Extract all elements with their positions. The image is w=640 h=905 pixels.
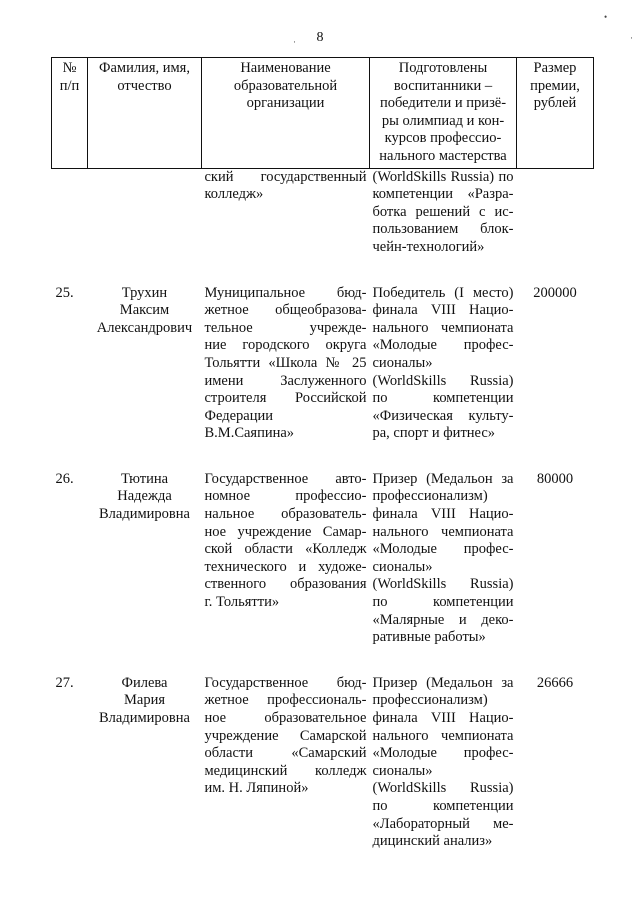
cell-line: номное профессио- <box>204 488 367 505</box>
cell-line: Владимировна <box>99 710 190 726</box>
cell-line: ственного образования <box>204 576 367 593</box>
person-name-cell <box>88 675 202 851</box>
cell-line: области «Самарский <box>204 745 367 762</box>
row-number: 25. <box>55 284 74 301</box>
achievement-cell <box>370 168 517 284</box>
table-row <box>52 285 594 471</box>
cell-line: сионалы» <box>372 354 433 371</box>
cell-line: Тютина <box>120 470 169 487</box>
cell-line: «Малярные и деко- <box>372 611 514 628</box>
cell-line: жетное общеобразова- <box>204 302 367 319</box>
row-number: 26. <box>55 470 74 487</box>
cell-line: нального чемпионата <box>372 727 514 744</box>
cell-line: ботка решений с ис- <box>372 203 514 220</box>
cell-line: ра, спорт и фитнес» <box>372 425 496 442</box>
cell-line: нального чемпионата <box>372 319 514 336</box>
cell-line: медицинский колледж <box>204 762 367 779</box>
cell-line: Александрович <box>96 319 193 336</box>
cell-line: финала VIII Нацио- <box>372 302 514 319</box>
cell-line: «Лабораторный ме- <box>372 815 514 832</box>
cell-line: Призер (Медальон за <box>372 674 514 691</box>
cell-line: компетенции «Разра- <box>372 186 514 203</box>
cell-line: Тольятти «Школа № 25 <box>204 354 367 371</box>
cell-line: чейн-технологий» <box>372 238 485 255</box>
cell-line: финала VIII Нацио- <box>372 506 514 523</box>
header-prize: Размер премии, рублей <box>517 58 594 169</box>
scan-speck: · <box>630 33 633 43</box>
achievement-cell <box>370 285 517 471</box>
cell-line: (WorldSkills Russia) <box>372 372 514 389</box>
table-header-row <box>52 58 594 169</box>
organization-cell <box>202 168 370 284</box>
cell-line: профессионализм) <box>372 692 488 709</box>
cell-line: ное учреждение Самар- <box>204 523 367 540</box>
cell-line: «Молодые профес- <box>372 745 514 762</box>
awards-table <box>51 57 594 851</box>
cell-line: сионалы» <box>372 762 433 779</box>
achievement-cell <box>370 471 517 675</box>
cell-line: по компетенции <box>372 594 514 611</box>
cell-line: жетное профессиональ- <box>204 692 367 709</box>
cell-line: учреждение Самарской <box>204 727 367 744</box>
page-number: 8 <box>316 30 324 45</box>
cell-line: ное образовательное <box>204 710 367 726</box>
cell-line: Мария <box>123 692 165 709</box>
table-row-continuation <box>52 168 594 284</box>
cell-line: ской области «Колледж <box>204 541 367 558</box>
organization-cell <box>202 471 370 675</box>
cell-line: ский государственный <box>204 168 367 185</box>
cell-line: г. Тольятти» <box>204 594 280 611</box>
scan-speck: · <box>293 37 296 47</box>
table-row <box>52 471 594 675</box>
cell-line: нальное образователь- <box>204 506 367 523</box>
cell-line: Максим <box>119 302 170 319</box>
person-name-cell <box>88 285 202 471</box>
cell-line: нального чемпионата <box>372 523 514 540</box>
cell-line: ние городского округа <box>204 337 367 354</box>
person-name-cell <box>88 471 202 675</box>
table-row <box>52 675 594 851</box>
scan-speck: • <box>604 12 608 22</box>
cell-line: «Физическая культу- <box>372 407 514 424</box>
cell-line: тельное учрежде- <box>204 319 367 336</box>
cell-line: Призер (Медальон за <box>372 470 514 487</box>
cell-line: ративные работы» <box>372 629 486 646</box>
cell-line: им. Н. Ляпиной» <box>204 780 309 797</box>
cell-line: Владимировна <box>99 506 190 523</box>
header-organization: Наименование образовательной организации <box>202 58 370 169</box>
cell-line: профессионализм) <box>372 488 488 505</box>
prize-amount: 200000 <box>533 284 577 301</box>
cell-line: Государственное авто- <box>204 470 367 487</box>
cell-line: колледж» <box>204 186 264 203</box>
cell-line: (WorldSkills Russia) <box>372 780 514 797</box>
cell-line: строителя Российской <box>204 390 367 407</box>
cell-line: Филева <box>121 674 168 691</box>
achievement-cell <box>370 675 517 851</box>
cell-line: (WorldSkills Russia) по <box>372 168 514 185</box>
cell-line: Муниципальное бюд- <box>204 284 367 301</box>
cell-line: технического и художе- <box>204 558 367 575</box>
cell-line: «Молодые профес- <box>372 337 514 354</box>
cell-line: (WorldSkills Russia) <box>372 576 514 593</box>
organization-cell <box>202 285 370 471</box>
cell-line: дицинский анализ» <box>372 833 493 850</box>
cell-line: пользованием блок- <box>372 221 514 238</box>
cell-line: Федерации <box>204 407 273 424</box>
cell-line: В.М.Саяпина» <box>204 425 295 442</box>
prize-amount: 80000 <box>536 470 574 487</box>
header-number: № п/п <box>52 58 88 169</box>
header-name: Фамилия, имя, отчество <box>88 58 202 169</box>
cell-line: по компетенции <box>372 390 514 407</box>
cell-line: по компетенции <box>372 797 514 814</box>
cell-line: Трухин <box>121 284 168 301</box>
cell-line: Победитель (I место) <box>372 284 514 301</box>
cell-line: Надежда <box>117 488 172 505</box>
cell-line: Государственное бюд- <box>204 674 367 691</box>
header-achievement: Подготовлены воспитанники – победители и призё- ры олимпиад и кон- курсов профессио- нального мастерства <box>370 58 517 169</box>
cell-line: имени Заслуженного <box>204 372 367 389</box>
cell-line: «Молодые профес- <box>372 541 514 558</box>
prize-amount: 26666 <box>536 674 574 691</box>
organization-cell <box>202 675 370 851</box>
cell-line: финала VIII Нацио- <box>372 710 514 726</box>
cell-line: сионалы» <box>372 558 433 575</box>
row-number: 27. <box>55 674 74 691</box>
